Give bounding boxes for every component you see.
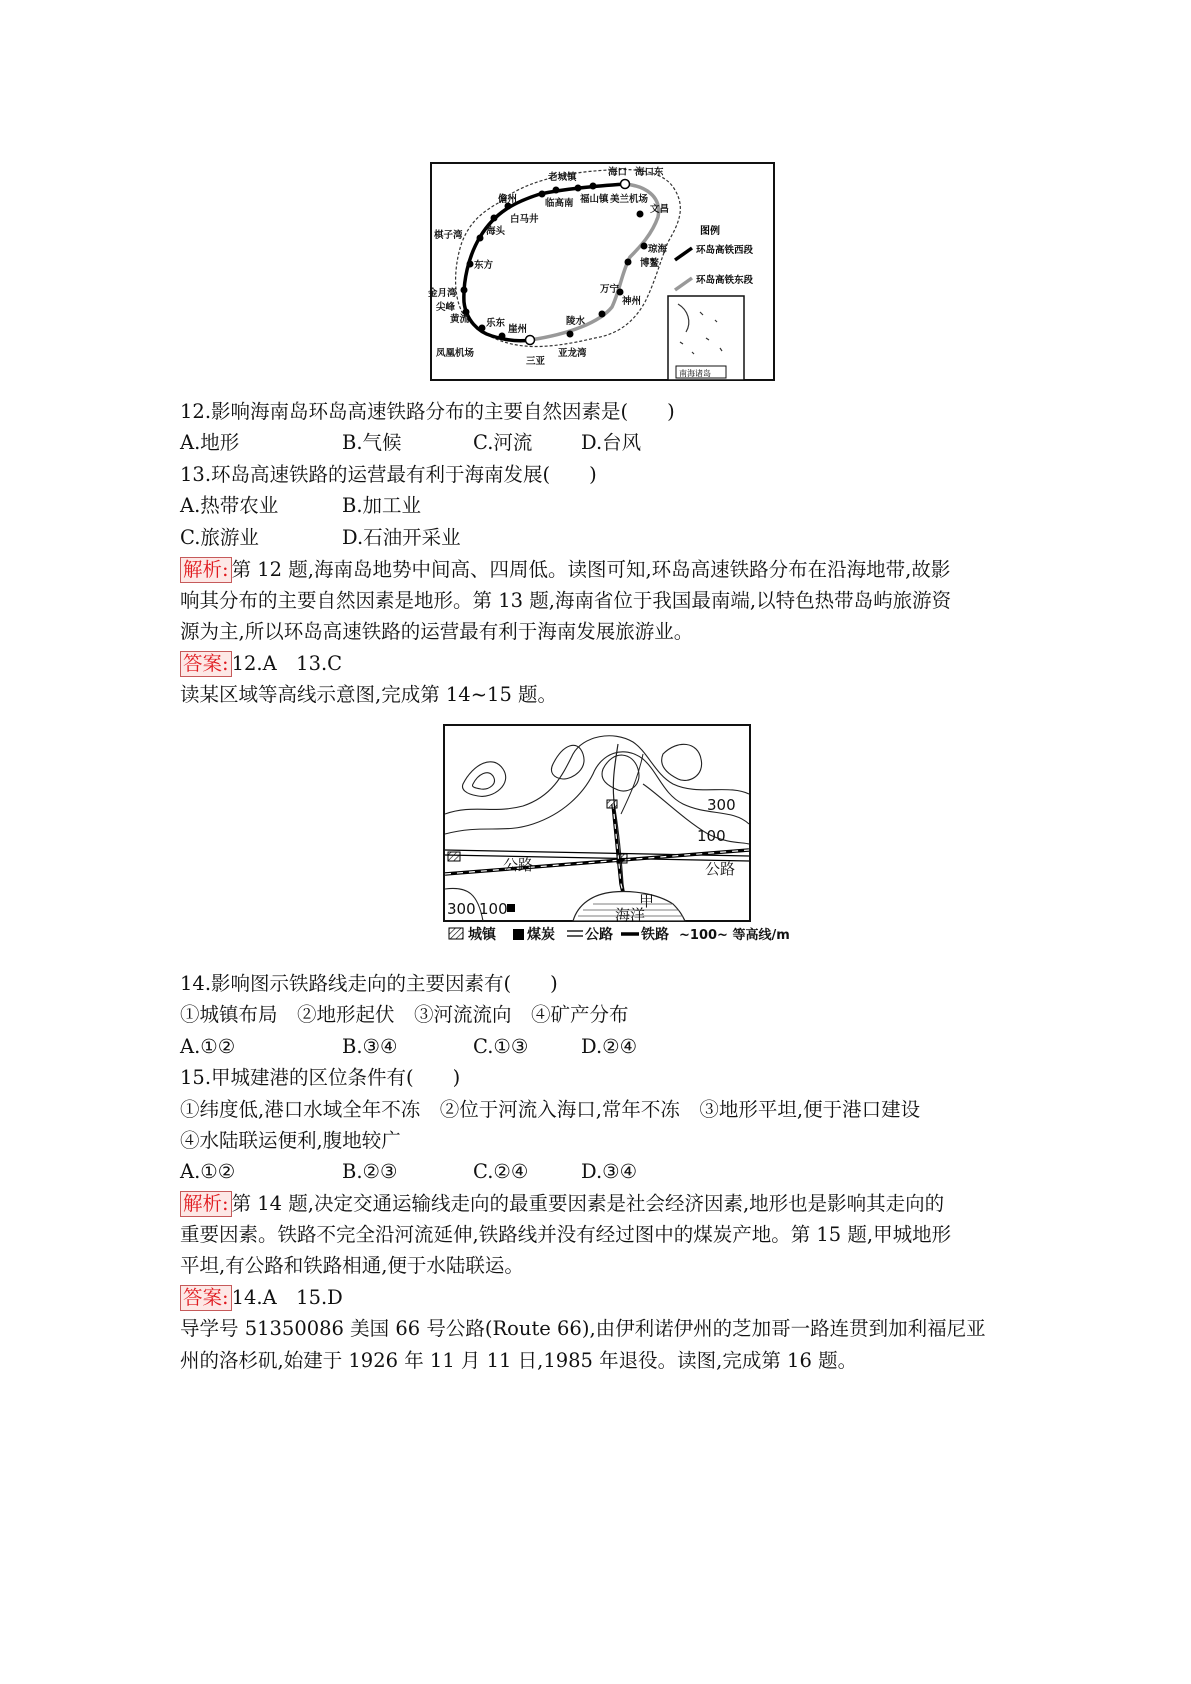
option-d: D.③④ [581,1160,638,1183]
analysis-2-line-2: 重要因素。铁路不完全沿河流延伸,铁路线并没有经过图中的煤炭产地。第 15 题,甲城地形 [180,1223,952,1246]
station-label: 尖峰 [436,302,456,313]
station-label: 黄流 [450,314,470,325]
legend-town: 城镇 [468,927,496,943]
option-d: D.②④ [581,1035,638,1058]
station-label: 海口东 [635,167,664,178]
station-label: 琼海 [648,244,668,255]
option-a: A.地形 [180,431,240,454]
question-12-options [180,429,641,457]
question-13-options-row1 [180,492,421,520]
option-b: B.加工业 [342,494,422,517]
station-label: 白马井 [510,214,539,225]
contour-label-100: 100 [697,827,726,845]
station-label: 儋州 [498,194,518,205]
question-13-stem: 13.环岛高速铁路的运营最有利于海南发展( ) [180,463,597,486]
station-label: 凤凰机场 [436,348,475,359]
station-label: 福山镇 [580,194,609,205]
analysis-tag: 解析: [180,1191,232,1217]
question-14-items: ①城镇布局 ②地形起伏 ③河流流向 ④矿产分布 [180,1003,629,1026]
answer-tag: 答案: [180,1285,232,1311]
station-label: 东方 [474,260,494,271]
station-label: 崖州 [508,324,528,335]
analysis-1-line-2: 响其分布的主要自然因素是地形。第 13 题,海南省位于我国最南端,以特色热带岛屿旅游资 [180,589,952,612]
option-a: A.热带农业 [180,494,279,517]
analysis-2-line-3: 平坦,有公路和铁路相通,便于水陆联运。 [180,1254,524,1277]
station-label: 陵水 [566,316,586,327]
option-a: A.①② [180,1160,236,1183]
hainan-railway-map [430,162,775,381]
station-label: 文昌 [650,204,670,215]
answer-2: 答案: 14.A 15.D [180,1284,343,1312]
intro-16-line-1: 导学号 51350086 美国 66 号公路(Route 66),由伊利诺伊州的芝加哥一路连贯到加利福尼亚 [180,1317,986,1340]
legend-contour: ~100~ 等高线/m [679,928,790,943]
question-12-stem: 12.影响海南岛环岛高速铁路分布的主要自然因素是( ) [180,400,675,423]
contour-label-300b: 300 [447,900,476,918]
option-a: A.①② [180,1035,236,1058]
road-label-right: 公路 [705,860,736,878]
question-13-options-row2 [180,524,461,552]
question-15-options [180,1158,637,1186]
option-c: C.旅游业 [180,526,259,549]
option-c: C.②④ [473,1160,529,1183]
analysis-tag: 解析: [180,557,232,583]
answer-tag: 答案: [180,651,232,677]
station-label: 美兰机场 [610,194,649,205]
station-label: 神州 [622,296,642,307]
analysis-2-line-1: 解析: 第 14 题,决定交通运输线走向的最重要因素是社会经济因素,地形也是影响其走向的 [180,1190,944,1218]
inset-label: 南海诸岛 [679,369,711,378]
question-15-items-2: ④水陆联运便利,腹地较广 [180,1129,401,1152]
station-label: 金月湾 [428,288,457,299]
sea-label: 海洋 [615,906,646,924]
contour-map [443,724,790,944]
option-b: B.②③ [342,1160,398,1183]
station-label: 老城镇 [548,172,577,183]
station-label: 棋子湾 [434,230,463,241]
legend-road: 公路 [585,927,613,943]
intro-16-line-2: 州的洛杉矶,始建于 1926 年 11 月 11 日,1985 年退役。读图,完成第 16 题。 [180,1349,858,1372]
legend-railway: 铁路 [641,927,669,943]
option-c: C.河流 [473,431,533,454]
station-label: 海口 [608,167,628,178]
station-label: 三亚 [526,356,546,367]
station-label: 万宁 [600,284,620,295]
station-label: 乐东 [486,318,506,329]
jia-label: 甲 [639,892,655,910]
station-label: 临高南 [545,198,574,209]
option-b: B.气候 [342,431,402,454]
contour-label-100b: 100 [479,900,508,918]
option-b: B.③④ [342,1035,398,1058]
question-14-options [180,1033,637,1061]
legend-coal: 煤炭 [527,927,555,943]
legend-east-label: 环岛高铁东段 [696,275,754,286]
question-15-stem: 15.甲城建港的区位条件有( ) [180,1066,461,1089]
legend-title: 图例 [700,226,720,237]
road-label-left: 公路 [503,856,534,874]
legend-west-label: 环岛高铁西段 [696,245,754,256]
contour-label-300: 300 [707,796,736,814]
station-label: 博鳌 [640,258,660,269]
analysis-1-line-1: 解析: 第 12 题,海南岛地势中间高、四周低。读图可知,环岛高速铁路分布在沿海地带,故影 [180,556,950,584]
option-c: C.①③ [473,1035,529,1058]
question-14-stem: 14.影响图示铁路线走向的主要因素有( ) [180,972,558,995]
coal-marker [507,904,515,912]
option-d: D.石油开采业 [342,526,461,549]
analysis-1-line-3: 源为主,所以环岛高速铁路的运营最有利于海南发展旅游业。 [180,620,694,643]
answer-1: 答案: 12.A 13.C [180,650,342,678]
question-15-items-1: ①纬度低,港口水域全年不冻 ②位于河流入海口,常年不冻 ③地形平坦,便于港口建设 [180,1098,921,1121]
intro-14-15: 读某区域等高线示意图,完成第 14~15 题。 [180,683,558,706]
option-d: D.台风 [581,431,642,454]
station-label: 海头 [486,226,506,237]
station-label: 亚龙湾 [558,348,587,359]
